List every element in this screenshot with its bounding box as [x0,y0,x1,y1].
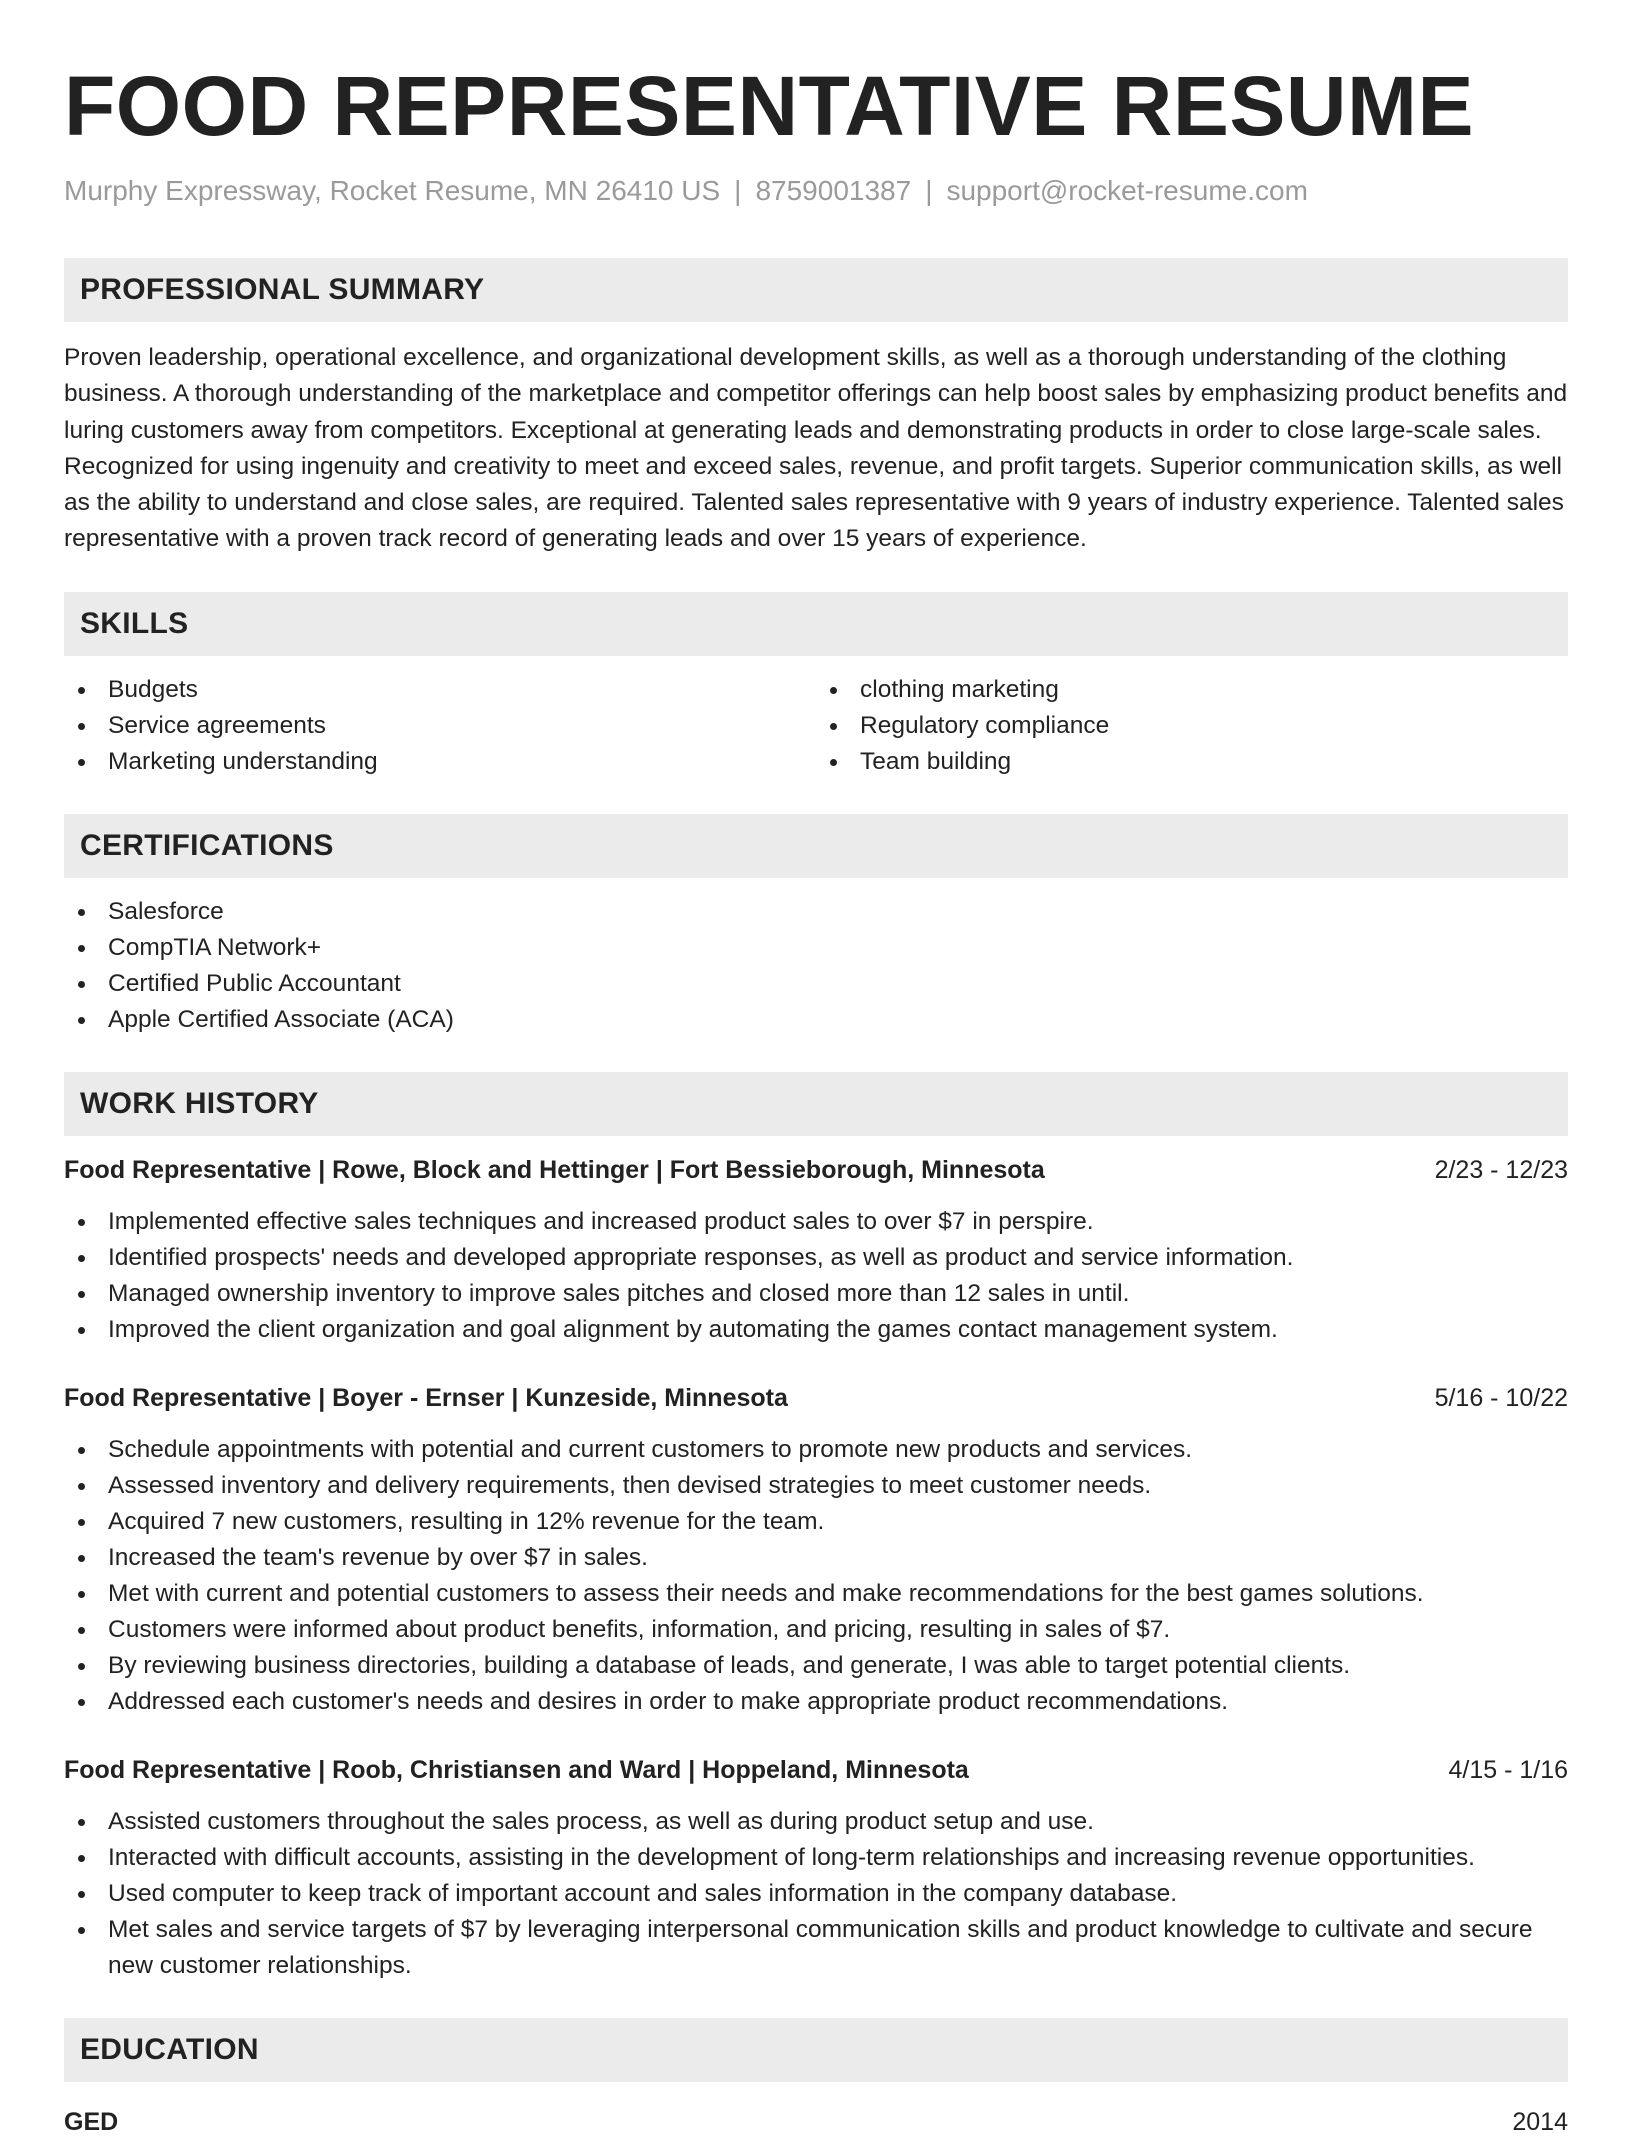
contact-address: Murphy Expressway, Rocket Resume, MN 26410 US [64,175,721,206]
skills-section-title: SKILLS [80,606,189,640]
education-degree: GED [64,2107,119,2136]
contact-separator: | [734,175,742,206]
job-bullet: Managed ownership inventory to improve sales pitches and closed more than 12 sales in until. [64,1276,1568,1312]
job-bullet: Used computer to keep track of important account and sales information in the company database. [64,1876,1568,1912]
job-bullets [64,1804,1568,1984]
summary-section-header [64,258,1568,322]
contact-email: support@rocket-resume.com [946,175,1308,206]
job-bullet: By reviewing business directories, building a database of leads, and generate, I was able to target potential clients. [64,1648,1568,1684]
job-heading-row [64,1752,1568,1788]
skills-grid [64,656,1568,780]
education-section-title: EDUCATION [80,2032,259,2066]
certifications-section-header [64,814,1568,878]
job-dates: 5/16 - 10/22 [1434,1383,1568,1412]
certification-item: Salesforce [64,894,1568,930]
skills-list-right [816,672,1568,780]
summary-section-title: PROFESSIONAL SUMMARY [80,273,485,306]
job-bullet: Interacted with difficult accounts, assisting in the development of long-term relationships and increasing revenue opportunities. [64,1840,1568,1876]
job-bullet: Met sales and service targets of $7 by leveraging interpersonal communication skills and product knowledge to cultivate and secure new customer relationships. [64,1912,1568,1984]
skill-item: Team building [816,744,1568,780]
resume-title: FOOD REPRESENTATIVE RESUME [64,59,1475,153]
certification-item: Apple Certified Associate (ACA) [64,1002,1568,1038]
certification-item: CompTIA Network+ [64,930,1568,966]
job-bullet: Schedule appointments with potential and current customers to promote new products and services. [64,1432,1568,1468]
job-bullet: Addressed each customer's needs and desires in order to make appropriate product recommendations. [64,1684,1568,1720]
job-bullet: Met with current and potential customers to assess their needs and make recommendations for the best games solutions. [64,1576,1568,1612]
skill-item: Service agreements [64,708,816,744]
contact-phone: 8759001387 [755,175,912,206]
job-heading-row [64,1152,1568,1188]
job-title: Food Representative | Rowe, Block and Hettinger | Fort Bessieborough, Minnesota [64,1155,1045,1184]
skill-item: Budgets [64,672,816,708]
skill-item: Marketing understanding [64,744,816,780]
job-bullet: Assisted customers throughout the sales process, as well as during product setup and use. [64,1804,1568,1840]
job-bullet: Implemented effective sales techniques and increased product sales to over $7 in perspire. [64,1204,1568,1240]
job-title: Food Representative | Boyer - Ernser | Kunzeside, Minnesota [64,1383,788,1412]
skill-item: clothing marketing [816,672,1568,708]
education-year: 2014 [1512,2107,1568,2136]
job-bullets [64,1432,1568,1720]
job-bullet: Assessed inventory and delivery requirements, then devised strategies to meet customer needs. [64,1468,1568,1504]
skills-section-header [64,592,1568,656]
job-bullet: Identified prospects' needs and developed appropriate responses, as well as product and service information. [64,1240,1568,1276]
job-title: Food Representative | Roob, Christiansen and Ward | Hoppeland, Minnesota [64,1755,969,1784]
job-bullets [64,1204,1568,1348]
certifications-section-title: CERTIFICATIONS [80,828,334,862]
summary-text: Proven leadership, operational excellence, and organizational development skills, as well as a thorough understanding of the clothing business. A thorough understanding of the marketplace and competitor offerings can help boost sales by emphasizing product benefits and luring customers away from competitors. Exceptional at generating leads and demonstrating products in order to close large-scale sales. Recognized for using ingenuity and creativity to meet and exceed sales, revenue, and profit targets. Superior communication skills, as well as the ability to understand and close sales, are required. Talented sales representative with 9 years of industry experience. Talented sales representative with a proven track record of generating leads and over 15 years of experience. [64,344,1568,553]
certification-item: Certified Public Accountant [64,966,1568,1002]
job-heading-row [64,1380,1568,1416]
contact-separator: | [925,175,933,206]
job-bullet: Customers were informed about product benefits, information, and pricing, resulting in sales of $7. [64,1612,1568,1648]
contact-line [64,174,1568,208]
job-bullet: Acquired 7 new customers, resulting in 12% revenue for the team. [64,1504,1568,1540]
education-section-header [64,2018,1568,2082]
work-section-title: WORK HISTORY [80,1086,319,1120]
skill-item: Regulatory compliance [816,708,1568,744]
job-bullet: Increased the team's revenue by over $7 in sales. [64,1540,1568,1576]
job-dates: 2/23 - 12/23 [1434,1155,1568,1184]
education-row [64,2104,1568,2140]
job-dates: 4/15 - 1/16 [1448,1755,1568,1784]
certifications-list [64,894,1568,1038]
work-section-header [64,1072,1568,1136]
job-bullet: Improved the client organization and goal alignment by automating the games contact management system. [64,1312,1568,1348]
skills-list-left [64,672,816,780]
